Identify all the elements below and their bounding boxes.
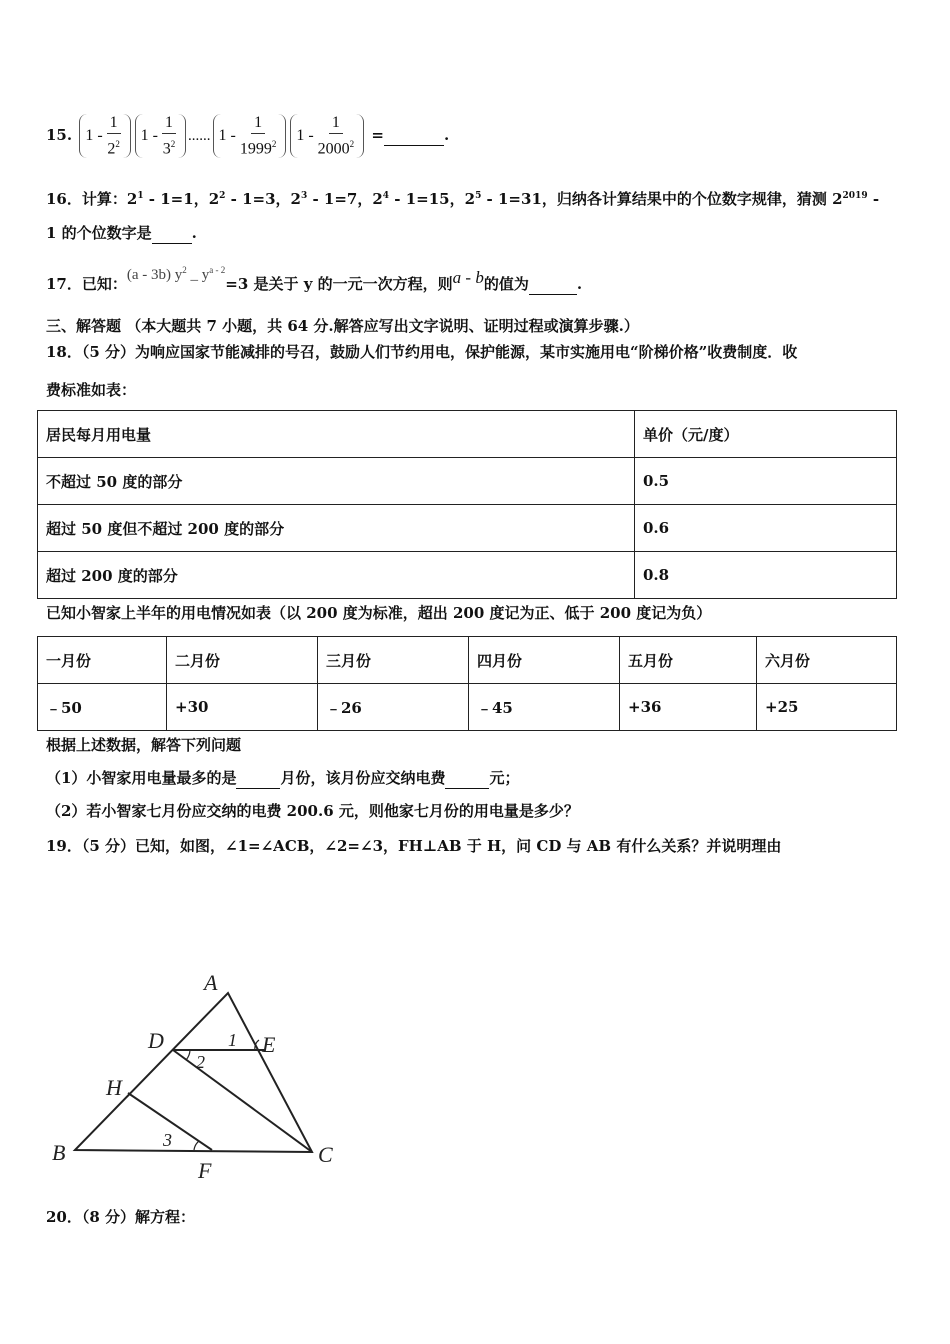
question-18-line4: 根据上述数据，解答下列问题 bbox=[46, 736, 242, 754]
exponent: 2 bbox=[182, 265, 187, 275]
table-header-row bbox=[38, 637, 897, 684]
question-18-part2: （2）若小智家七月份应交纳的电费 200.6 元，则他家七月份的用电量是多少？ bbox=[46, 802, 579, 820]
exponent: 2 bbox=[115, 138, 120, 149]
angle-3-arc bbox=[194, 1141, 199, 1150]
table-header: 三月份 bbox=[318, 637, 469, 684]
table-header-row bbox=[38, 411, 897, 458]
text: - 1=7，2 bbox=[307, 190, 383, 208]
math-term: a - b bbox=[452, 268, 484, 287]
table-cell: ﹣50 bbox=[38, 684, 167, 731]
table-cell: ﹣45 bbox=[469, 684, 620, 731]
geometry-figure bbox=[0, 960, 360, 1190]
label-a: A bbox=[204, 970, 218, 995]
label-h: H bbox=[106, 1075, 122, 1100]
question-16-line2 bbox=[46, 223, 197, 244]
table-cell: +36 bbox=[620, 684, 757, 731]
exponent: 3 bbox=[300, 191, 308, 201]
table-header: 居民每月用电量 bbox=[38, 411, 635, 458]
table-cell: +30 bbox=[167, 684, 318, 731]
label-angle-3: 3 bbox=[163, 1130, 172, 1150]
table-cell: 超过 50 度但不超过 200 度的部分 bbox=[38, 505, 635, 552]
table-row bbox=[38, 552, 897, 599]
table-row bbox=[38, 458, 897, 505]
question-16-line1 bbox=[46, 186, 879, 209]
question-18-line1: 18．（5 分）为响应国家节能减排的号召，鼓励人们节约用电，保护能源，某市实施用电“阶梯价格”收费制度．收 bbox=[46, 343, 798, 361]
question-20: 20．（8 分）解方程： bbox=[46, 1208, 196, 1226]
text: 1 - bbox=[85, 127, 103, 144]
label-d: D bbox=[148, 1028, 164, 1053]
question-19: 19．（5 分）已知，如图，∠1=∠ACB，∠2=∠3，FH⊥AB 于 H，问 CD 与 AB 有什么关系？并说明理由 bbox=[46, 837, 782, 855]
table-cell: +25 bbox=[757, 684, 897, 731]
exponent: 1 bbox=[137, 191, 144, 201]
answer-blank bbox=[236, 768, 280, 789]
text: - 1=1，2 bbox=[143, 190, 220, 208]
text: - 1=31，归纳各计算结果中的个位数字规律，猜测 2 bbox=[481, 190, 843, 208]
text: 17．已知： bbox=[46, 275, 127, 293]
math-term: (a - 3b) y bbox=[126, 267, 183, 283]
label-e: E bbox=[262, 1032, 276, 1057]
text: 1 - bbox=[296, 127, 314, 144]
answer-blank bbox=[384, 125, 444, 146]
question-15 bbox=[46, 114, 449, 158]
section-heading: 三、解答题 （本大题共 7 小题，共 64 分.解答应写出文字说明、证明过程或演算步骤.） bbox=[46, 317, 639, 335]
question-18-line2: 费标准如表： bbox=[46, 381, 137, 399]
question-18-line3: 已知小智家上半年的用电情况如表（以 200 度为标准，超出 200 度记为正、低于 200 度记为负） bbox=[46, 604, 712, 622]
text: （1）小智家用电量最多的是 bbox=[46, 769, 237, 787]
exponent: 2 bbox=[349, 138, 355, 149]
text: - 1=3，2 bbox=[225, 190, 301, 208]
text: 1 - bbox=[140, 127, 158, 144]
text: . bbox=[443, 126, 450, 144]
equals: = bbox=[371, 126, 384, 144]
table-header: 六月份 bbox=[757, 637, 897, 684]
price-table bbox=[37, 410, 897, 599]
text: 元； bbox=[489, 769, 520, 787]
table-row bbox=[38, 505, 897, 552]
text: . bbox=[191, 224, 197, 242]
text: 16．计算：2 bbox=[46, 190, 138, 208]
text: 1 的个位数字是 bbox=[46, 224, 152, 242]
answer-blank bbox=[152, 223, 192, 244]
text: . bbox=[576, 275, 583, 293]
text: - bbox=[867, 190, 880, 208]
answer-blank bbox=[445, 768, 489, 789]
table-header: 二月份 bbox=[167, 637, 318, 684]
denominator: 2000 bbox=[317, 140, 350, 158]
table-cell: 0.6 bbox=[635, 505, 897, 552]
factor bbox=[79, 114, 130, 158]
factor bbox=[135, 114, 186, 158]
numerator: 1 bbox=[251, 113, 265, 134]
exponent: 4 bbox=[382, 191, 390, 201]
triangle-abc bbox=[75, 993, 312, 1152]
numerator: 1 bbox=[162, 113, 176, 134]
question-number: 15. bbox=[46, 126, 73, 144]
ellipsis: ...... bbox=[188, 128, 211, 144]
operator: _ bbox=[190, 267, 199, 283]
table-cell: 0.5 bbox=[635, 458, 897, 505]
exponent: 2 bbox=[219, 191, 226, 201]
denominator: 3 bbox=[162, 140, 171, 158]
table-cell: 0.8 bbox=[635, 552, 897, 599]
label-angle-1: 1 bbox=[228, 1030, 237, 1050]
math-term: y bbox=[201, 267, 210, 283]
table-cell: 不超过 50 度的部分 bbox=[38, 458, 635, 505]
text: 月份，该月份应交纳电费 bbox=[280, 769, 446, 787]
usage-table bbox=[37, 636, 897, 731]
table-cell: 超过 200 度的部分 bbox=[38, 552, 635, 599]
text: - 1=15，2 bbox=[389, 190, 476, 208]
label-f: F bbox=[198, 1158, 212, 1183]
text: 1 - bbox=[218, 127, 236, 144]
exponent: 5 bbox=[475, 191, 482, 201]
table-row bbox=[38, 684, 897, 731]
table-header: 一月份 bbox=[38, 637, 167, 684]
factor bbox=[290, 114, 364, 158]
question-17 bbox=[46, 265, 583, 295]
text: =3 是关于 y 的一元一次方程，则 bbox=[225, 275, 453, 293]
question-18-part1 bbox=[46, 768, 519, 789]
answer-blank bbox=[529, 274, 577, 295]
numerator: 1 bbox=[107, 113, 121, 134]
label-b: B bbox=[52, 1140, 66, 1165]
label-c: C bbox=[318, 1142, 333, 1167]
exponent: 2 bbox=[170, 138, 176, 149]
denominator: 2 bbox=[107, 140, 116, 158]
table-header: 单价（元/度） bbox=[635, 411, 897, 458]
table-cell: ﹣26 bbox=[318, 684, 469, 731]
exponent: 2019 bbox=[842, 191, 868, 201]
numerator: 1 bbox=[329, 113, 343, 134]
angle-2-arc bbox=[186, 1050, 190, 1060]
denominator: 1999 bbox=[239, 140, 272, 158]
label-angle-2: 2 bbox=[196, 1052, 205, 1072]
exponent: 2 bbox=[271, 138, 277, 149]
factor bbox=[213, 114, 287, 158]
table-header: 四月份 bbox=[469, 637, 620, 684]
exponent: a - 2 bbox=[209, 265, 226, 275]
text: 的值为 bbox=[483, 275, 529, 293]
table-header: 五月份 bbox=[620, 637, 757, 684]
